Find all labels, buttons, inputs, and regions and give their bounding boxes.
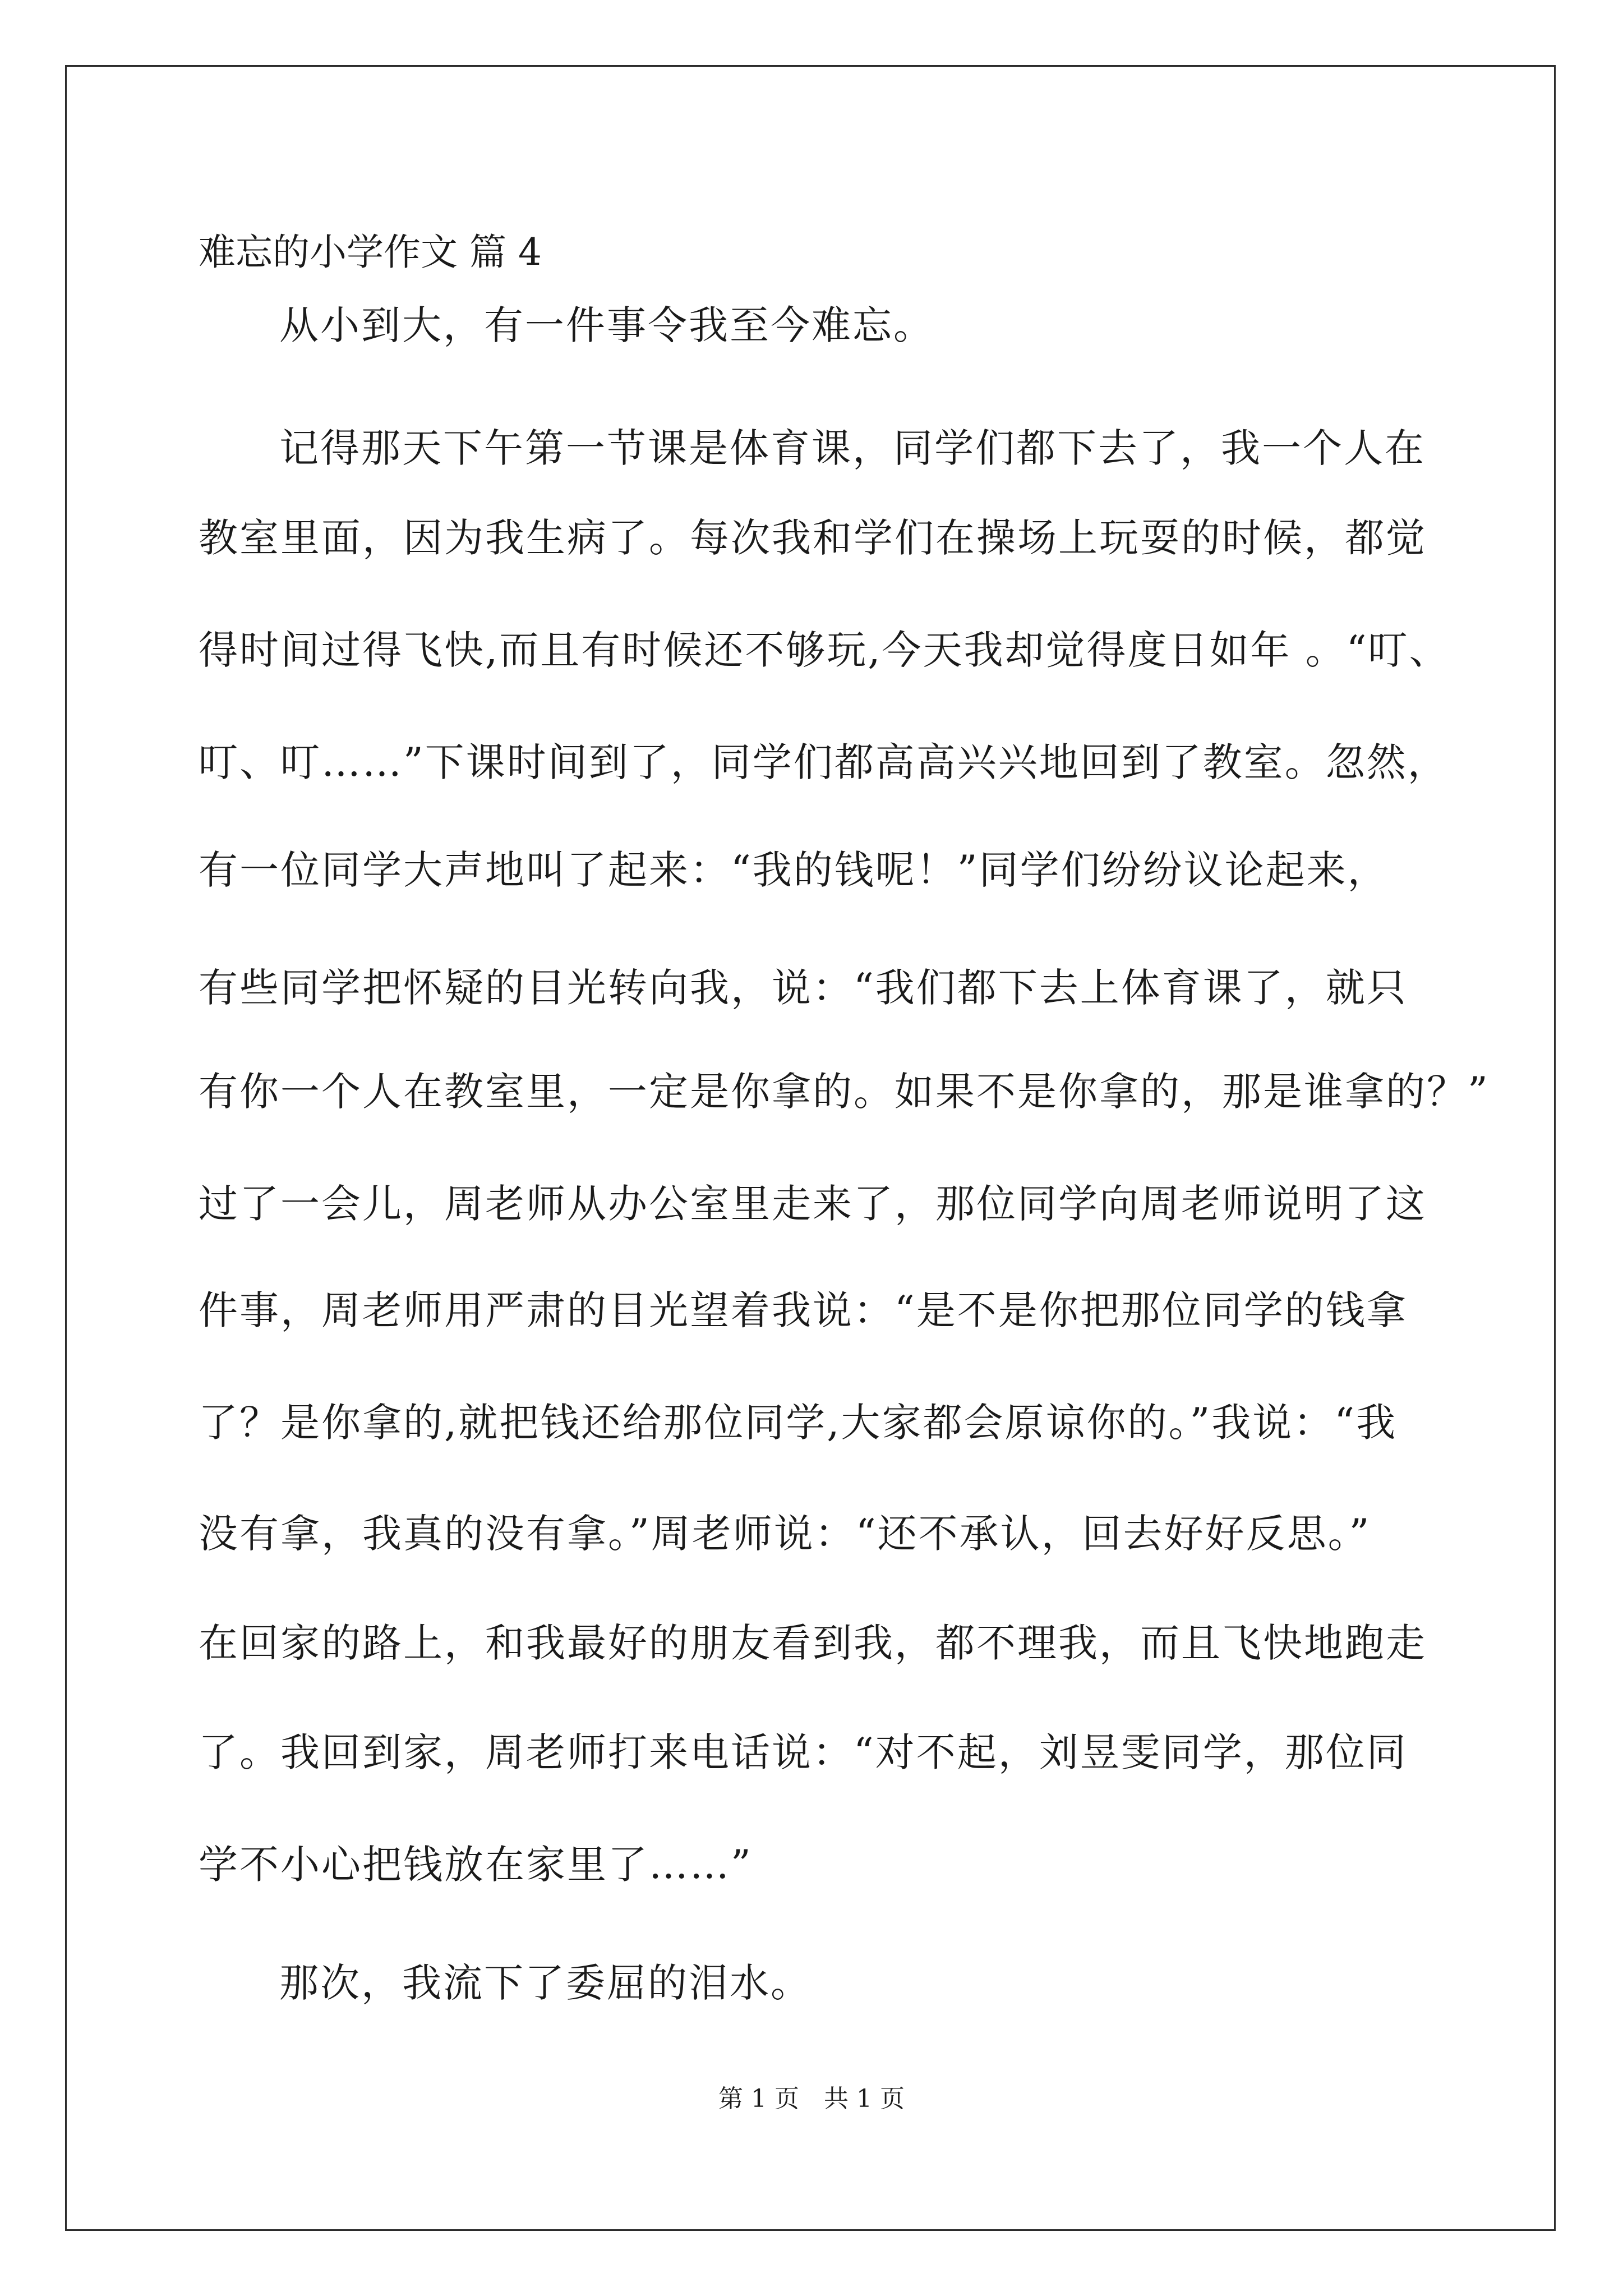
paragraph-1-line-1: 从小到大，有一件事令我至今难忘。	[279, 302, 934, 348]
paragraph-2-line-14: 学不小心把钱放在家里了……”	[199, 1842, 753, 1888]
paragraph-2-line-1: 记得那天下午第一节课是体育课，同学们都下去了，我一个人在	[279, 425, 1426, 471]
paragraph-3-line-1: 那次，我流下了委屈的泪水。	[279, 1960, 811, 2006]
paragraph-2-line-6: 有些同学把怀疑的目光转向我，说：“我们都下去上体育课了，就只	[199, 965, 1408, 1011]
paragraph-2-line-3: 得时间过得飞快,而且有时候还不够玩,今天我却觉得度日如年 。“叮、	[199, 627, 1450, 673]
paragraph-2-line-13: 了。我回到家，周老师打来电话说：“对不起，刘昱雯同学，那位同	[199, 1729, 1408, 1775]
paragraph-2-line-2: 教室里面，因为我生病了。每次我和学们在操场上玩耍的时候，都觉	[199, 515, 1427, 561]
paragraph-2-line-7: 有你一个人在教室里，一定是你拿的。如果不是你拿的，那是谁拿的？”	[199, 1069, 1490, 1115]
paragraph-2-line-12: 在回家的路上，和我最好的朋友看到我，都不理我，而且飞快地跑走	[199, 1620, 1427, 1666]
paragraph-2-line-11: 没有拿，我真的没有拿。”周老师说：“还不承认，回去好好反思。”	[199, 1511, 1371, 1557]
page-border	[65, 65, 1556, 2231]
paragraph-2-line-4: 叮、叮……”下课时间到了，同学们都高高兴兴地回到了教室。忽然，	[199, 739, 1449, 785]
document-title: 难忘的小学作文 篇 4	[199, 231, 542, 274]
paragraph-2-line-10: 了？是你拿的,就把钱还给那位同学,大家都会原谅你的。”我说：“我	[199, 1400, 1398, 1446]
paragraph-2-line-9: 件事，周老师用严肃的目光望着我说：“是不是你把那位同学的钱拿	[199, 1287, 1408, 1333]
paragraph-2-line-8: 过了一会儿，周老师从办公室里走来了，那位同学向周老师说明了这	[199, 1181, 1427, 1227]
page-footer: 第 1 页 共 1 页	[718, 2085, 905, 2113]
paragraph-2-line-5: 有一位同学大声地叫了起来：“我的钱呢！”同学们纷纷议论起来，	[199, 847, 1389, 893]
